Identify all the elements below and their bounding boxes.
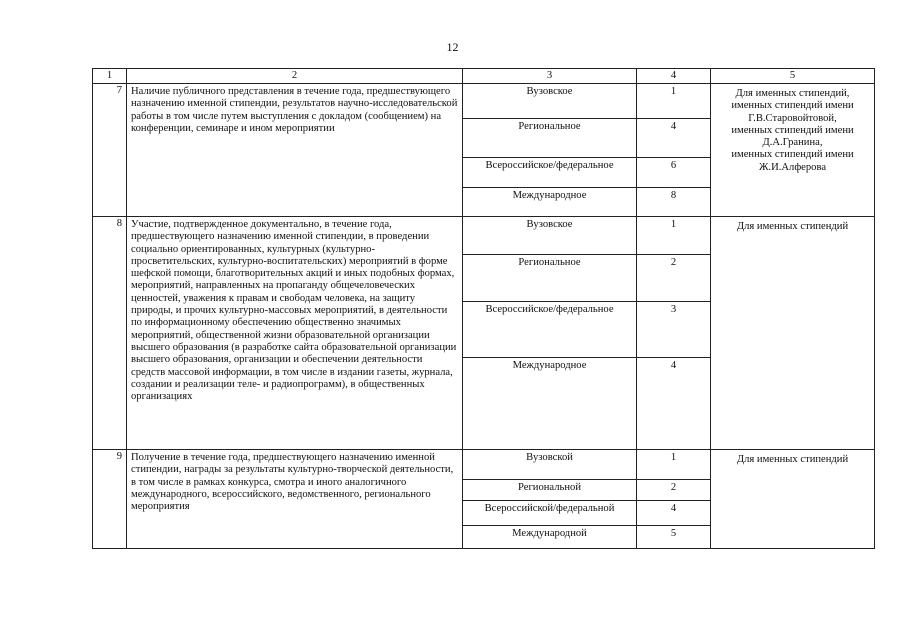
score-cell: 8 [637,188,711,217]
score-cell: 3 [637,302,711,358]
column-header-5: 5 [711,69,875,84]
note-line: Ж.И.Алферова [758,161,827,173]
score-cell: 1 [637,84,711,119]
note-line: Для именных стипендий [736,454,849,465]
column-header-3: 3 [463,69,637,84]
row-number: 7 [93,84,127,217]
note-line: Для именных стипендий [736,221,849,232]
score-cell: 4 [637,358,711,450]
applicability-note [711,217,875,450]
level-cell: Международное [463,358,637,450]
score-cell: 5 [637,526,711,549]
row-number: 8 [93,217,127,450]
level-cell: Вузовское [463,84,637,119]
table-row [93,450,875,480]
score-cell: 2 [637,480,711,501]
level-cell: Региональное [463,119,637,158]
row-number: 9 [93,450,127,549]
table-row [93,217,875,255]
level-cell: Всероссийской/федеральной [463,501,637,526]
scholarship-criteria-table [92,68,875,549]
score-cell: 1 [637,217,711,255]
level-cell: Вузовской [463,450,637,480]
note-line: именных стипендий имени [731,124,854,136]
level-cell: Вузовское [463,217,637,255]
note-line: Д.А.Гранина, [762,137,823,149]
criterion-description: Получение в течение года, предшествующего назначению именной стипендии, награды за результаты культурно-творческой деятельности, в том числе в рамках конкурса, смотра и иного аналогичного международного, всероссийского, ведомственного, регионального мероприятия [127,450,463,549]
criterion-description: Участие, подтвержденное документально, в течение года, предшествующего назначению именной стипендии, в проведении социально ориентированных, культурных (культурно-просветительских, культурно-воспитательских) мероприятий в форме шефской помощи, благотворительных акций и иных подобных формах, мероприятий, направленных на пропаганду общечеловеческих ценностей, уважения к правам и свободам человека, на защиту природы, и прочих культурно-массовых мероприятий, в деятельности по информационному обеспечению общественно значимых мероприятий, общественной жизни образовательной организации высшего образования (в разработке сайта образовательной организации высшего образования, организации и обеспечении деятельности средств массовой информации, в том числе в издании газеты, журнала, создании и реализации теле- и радиопрограмм), в общественных организациях [127,217,463,450]
column-header-4: 4 [637,69,711,84]
level-cell: Всероссийское/федеральное [463,158,637,188]
note-line: Г.В.Старовойтовой, [748,112,837,124]
note-line: именных стипендий имени [731,149,854,161]
level-cell: Международной [463,526,637,549]
score-cell: 6 [637,158,711,188]
level-cell: Международное [463,188,637,217]
table-row [93,84,875,119]
column-header-1: 1 [93,69,127,84]
score-cell: 4 [637,119,711,158]
score-cell: 2 [637,255,711,302]
table-header-row [93,69,875,84]
score-cell: 1 [637,450,711,480]
column-header-2: 2 [127,69,463,84]
page-number: 12 [446,40,459,54]
note-line: Для именных стипендий, [735,88,850,99]
note-line: именных стипендий имени [731,100,854,112]
score-cell: 4 [637,501,711,526]
applicability-note [711,84,875,217]
criterion-description: Наличие публичного представления в течение года, предшествующего назначению именной стипендии, результатов научно-исследовательской работы в том числе путем выступления с докладом (сообщением) на конференции, семинаре и ином мероприятии [127,84,463,217]
applicability-note [711,450,875,549]
level-cell: Региональное [463,255,637,302]
level-cell: Региональной [463,480,637,501]
level-cell: Всероссийское/федеральное [463,302,637,358]
